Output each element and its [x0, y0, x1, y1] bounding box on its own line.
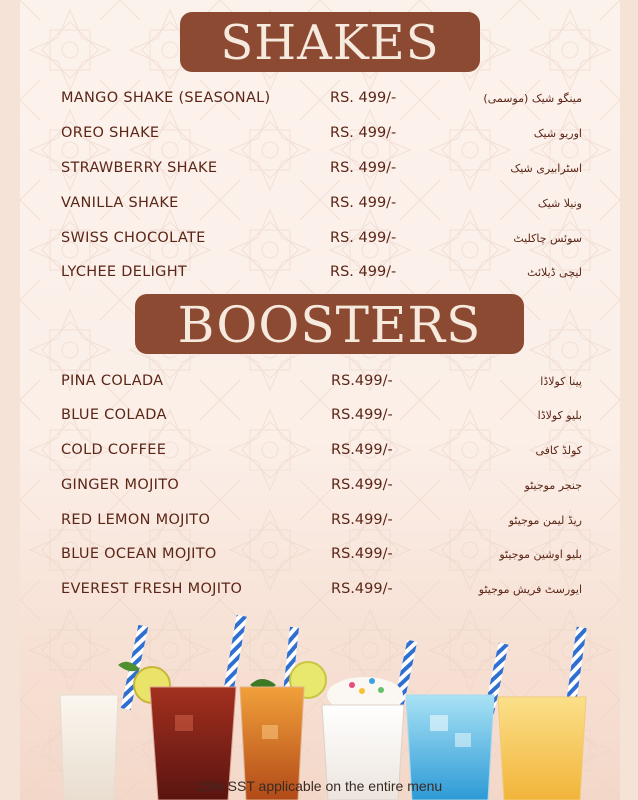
item-urdu-name: لیچی ڈیلائٹ — [527, 266, 582, 279]
item-price: RS.499/- — [331, 477, 393, 493]
item-price: RS.499/- — [331, 442, 393, 458]
item-urdu-name: مینگو شیک (موسمی) — [483, 92, 582, 105]
item-urdu-name: سوئس چاکلیٹ — [513, 232, 582, 245]
menu-item — [0, 371, 638, 395]
menu-item — [0, 579, 638, 603]
menu-item — [0, 405, 638, 429]
item-name: SWISS CHOCOLATE — [61, 230, 206, 246]
item-price: RS. 499/- — [330, 125, 397, 141]
item-price: RS. 499/- — [330, 90, 397, 106]
item-name: VANILLA SHAKE — [61, 195, 179, 211]
item-name: STRAWBERRY SHAKE — [61, 160, 218, 176]
item-urdu-name: کولڈ کافی — [535, 444, 582, 457]
item-name: EVEREST FRESH MOJITO — [61, 581, 243, 597]
item-price: RS.499/- — [331, 373, 393, 389]
item-name: OREO SHAKE — [61, 125, 160, 141]
item-name: LYCHEE DELIGHT — [61, 264, 188, 280]
item-price: RS.499/- — [331, 581, 393, 597]
tax-note: 15% SST applicable on the entire menu — [195, 778, 443, 794]
menu-item — [0, 228, 638, 252]
menu-item — [0, 544, 638, 568]
item-name: MANGO SHAKE (SEASONAL) — [61, 90, 271, 106]
item-urdu-name: ایورسٹ فریش موجیٹو — [478, 583, 582, 596]
item-price: RS.499/- — [331, 546, 393, 562]
item-urdu-name: اسٹرابیری شیک — [510, 162, 582, 175]
menu-item — [0, 440, 638, 464]
menu-item — [0, 193, 638, 217]
item-name: BLUE COLADA — [61, 407, 167, 423]
item-price: RS. 499/- — [330, 195, 397, 211]
item-price: RS.499/- — [331, 512, 393, 528]
section-title-shakes: SHAKES — [180, 12, 480, 72]
item-name: PINA COLADA — [61, 373, 164, 389]
item-urdu-name: جنجر موجیٹو — [524, 479, 582, 492]
item-price: RS. 499/- — [330, 264, 397, 280]
item-urdu-name: ونیلا شیک — [537, 197, 582, 210]
item-price: RS. 499/- — [330, 160, 397, 176]
menu-item — [0, 123, 638, 147]
menu-item — [0, 475, 638, 499]
item-urdu-name: اوریو شیک — [533, 127, 582, 140]
section-title-boosters: BOOSTERS — [135, 294, 524, 354]
item-urdu-name: پینا کولاڈا — [540, 375, 582, 388]
menu-item — [0, 158, 638, 182]
item-urdu-name: بلیو کولاڈا — [537, 409, 582, 422]
item-name: GINGER MOJITO — [61, 477, 180, 493]
menu-item — [0, 262, 638, 286]
item-name: BLUE OCEAN MOJITO — [61, 546, 217, 562]
item-name: COLD COFFEE — [61, 442, 167, 458]
menu-item — [0, 510, 638, 534]
item-price: RS.499/- — [331, 407, 393, 423]
menu-item — [0, 88, 638, 112]
item-urdu-name: ریڈ لیمن موجیٹو — [508, 514, 582, 527]
drinks-illustration — [0, 615, 638, 800]
item-urdu-name: بلیو اوشین موجیٹو — [499, 548, 582, 561]
item-name: RED LEMON MOJITO — [61, 512, 211, 528]
item-price: RS. 499/- — [330, 230, 397, 246]
